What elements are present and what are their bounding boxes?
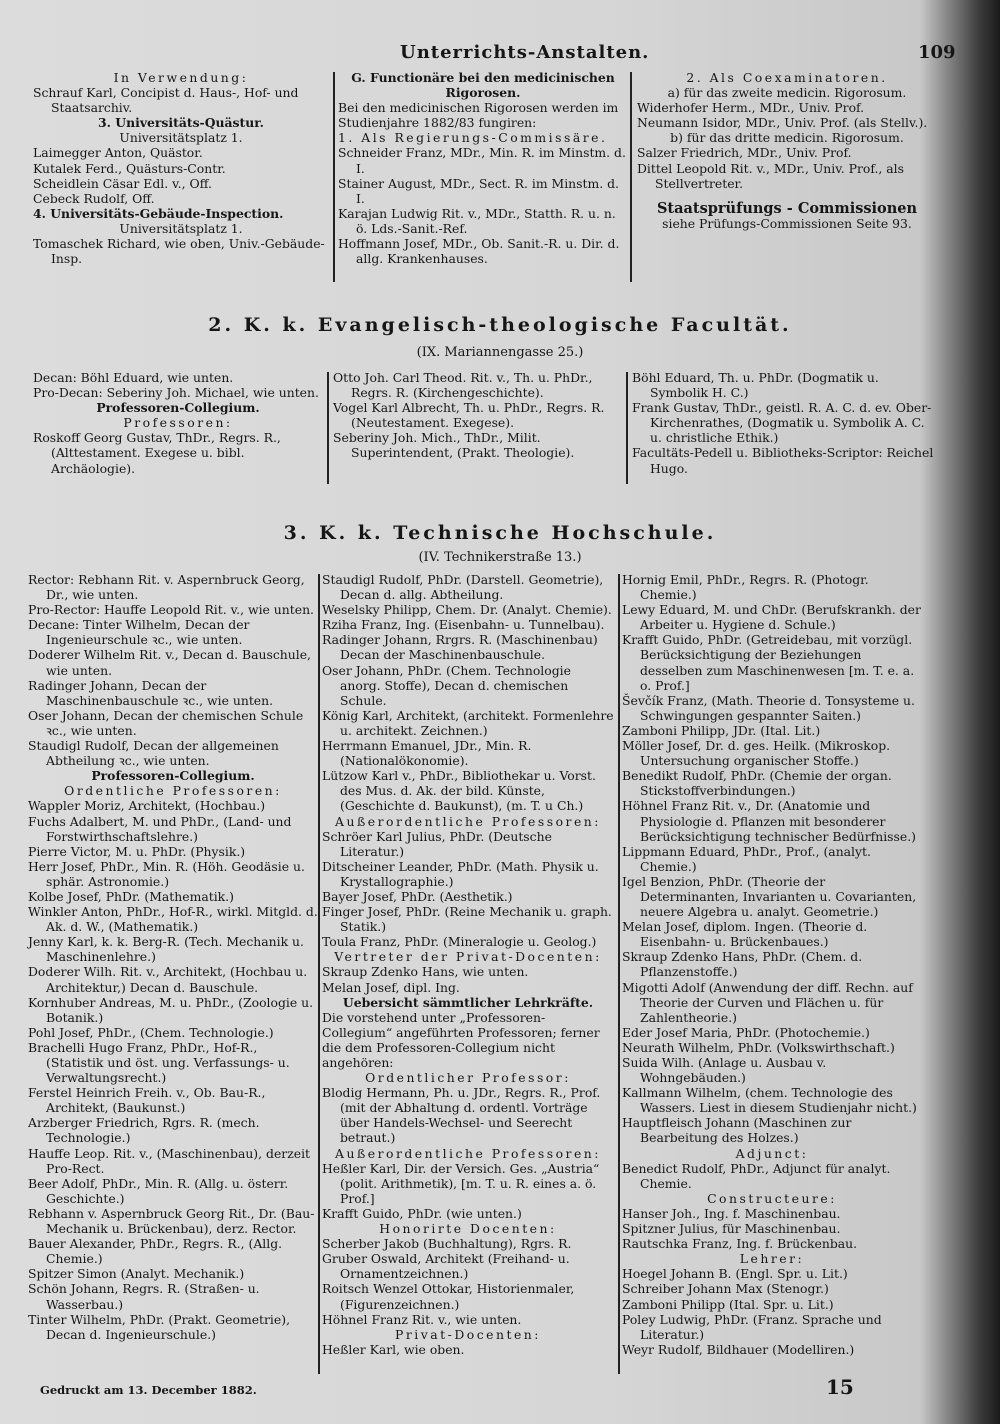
entry-line: Fuchs Adalbert, M. und PhDr., (Land- und Forstwirthschaftslehre.)	[28, 813, 292, 844]
section-heading: Professoren-Collegium.	[96, 400, 260, 416]
entry-line: Pro-Decan: Seberiny Joh. Michael, wie unten.	[33, 385, 319, 401]
column-rule	[630, 72, 632, 282]
entry-line: Scherber Jakob (Buchhaltung), Rgrs. R.	[322, 1236, 572, 1252]
signature-mark: 15	[826, 1375, 854, 1399]
entry-line: Ditscheiner Leander, PhDr. (Math. Physik u. Krystallographie.)	[322, 858, 599, 889]
entry-line: Weyr Rudolf, Bildhauer (Modelliren.)	[622, 1341, 855, 1357]
entry-line: Vogel Karl Albrecht, Th. u. PhDr., Regrs. R. (Neutestament. Exegese).	[333, 400, 605, 431]
entry-line: 2. Als Coexaminatoren.	[686, 70, 888, 85]
entry-line: Rebhann v. Aspernbruck Georg Rit., Dr. (Bau-Mechanik u. Brückenbau), derz. Rector.	[28, 1205, 315, 1237]
section-heading: 4. Universitäts-Gebäude-Inspection.	[33, 205, 284, 221]
entry-line: Doderer Wilhelm Rit. v., Decan d. Bauschule, wie unten.	[28, 647, 311, 678]
section-3-address: (IV. Technikerstraße 13.)	[418, 550, 582, 565]
entry-line: Blodig Hermann, Ph. u. JDr., Regrs. R., Prof. (mit der Abhaltung d. ordentl. Vorträge über Handels-Wechsel- und Seerecht betraut.)	[322, 1085, 601, 1146]
entry-line: Benedikt Rudolf, PhDr. (Chemie der organ. Stickstoffverbindungen.)	[622, 768, 892, 799]
entry-line: Höhnel Franz Rit. v., Dr. (Anatomie und Physiologie d. Pflanzen mit besonderer Berücksichtigung technischer Bedürfnisse.)	[622, 798, 917, 844]
entry-line: Schrauf Karl, Concipist d. Haus-, Hof- und Staatsarchiv.	[33, 85, 299, 116]
entry-line: Dittel Leopold Rit. v., MDr., Univ. Prof., als Stellvertreter.	[637, 160, 905, 191]
section-heading: Professoren-Collegium.	[91, 768, 255, 784]
entry-line: Widerhofer Herm., MDr., Univ. Prof.	[637, 100, 865, 116]
entry-line: Heßler Karl, wie oben.	[322, 1341, 465, 1357]
entry-line: Staudigl Rudolf, PhDr. (Darstell. Geometrie), Decan d. allg. Abtheilung.	[322, 572, 604, 603]
entry-line: Schneider Franz, MDr., Min. R. im Minstm. d. I.	[338, 145, 626, 176]
entry-line: Zamboni Philipp (Ital. Spr. u. Lit.)	[622, 1296, 834, 1312]
entry-line: Tinter Wilhelm, PhDr. (Prakt. Geometrie), Decan d. Ingenieurschule.)	[28, 1311, 291, 1342]
entry-line: Laimegger Anton, Quästor.	[33, 145, 203, 161]
entry-line: Radinger Johann, Rrgrs. R. (Maschinenbau) Decan der Maschinenbauschule.	[322, 632, 598, 663]
entry-line: Schön Johann, Regrs. R. (Straßen- u. Wasserbau.)	[28, 1281, 260, 1312]
entry-line: Karajan Ludwig Rit. v., MDr., Statth. R. u. n. ö. Lds.-Sanit.-Ref.	[338, 205, 616, 236]
running-header	[20, 42, 980, 72]
entry-line: Ferstel Heinrich Freih. v., Ob. Bau-R., Architekt, (Baukunst.)	[28, 1085, 266, 1116]
entry-line: Bayer Josef, PhDr. (Aesthetik.)	[322, 888, 513, 904]
entry-line: Lehrer:	[739, 1251, 805, 1267]
entry-line: Igel Benzion, PhDr. (Theorie der Determinanten, Invarianten u. Covarianten, neuere Algebra u. analyt. Geometrie.)	[622, 873, 917, 920]
top-column-3	[637, 70, 937, 231]
entry-line: Universitätsplatz 1.	[119, 130, 243, 146]
entry-line: Pierre Victor, M. u. PhDr. (Physik.)	[28, 843, 246, 859]
entry-line: Kutalek Ferd., Quästurs-Contr.	[33, 160, 226, 176]
entry-line: Zamboni Philipp, JDr. (Ital. Lit.)	[622, 722, 821, 738]
section-3-column-2	[322, 572, 614, 1357]
column-rule	[618, 574, 620, 1374]
section-3-column-1	[28, 572, 318, 1342]
column-rule	[333, 72, 335, 282]
entry-line: In Verwendung:	[113, 70, 249, 85]
entry-line: Skraup Zdenko Hans, PhDr. (Chem. d. Pflanzenstoffe.)	[622, 949, 863, 980]
column-rule	[318, 574, 320, 1374]
section-heading: Staatsprüfungs - Commissionen	[656, 199, 918, 217]
entry-line: Rziha Franz, Ing. (Eisenbahn- u. Tunnelbau).	[322, 617, 605, 633]
section-heading: G. Functionäre bei den medicinischen Rigorosen.	[351, 70, 615, 101]
entry-line: Hoffmann Josef, MDr., Ob. Sanit.-R. u. Dir. d. allg. Krankenhauses.	[338, 236, 620, 267]
entry-line: König Karl, Architekt, (architekt. Formenlehre u. architekt. Zeichnen.)	[322, 707, 614, 738]
entry-line: Rector: Rebhann Rit. v. Aspernbruck Georg, Dr., wie unten.	[28, 572, 305, 603]
entry-line: Krafft Guido, PhDr. (Getreidebau, mit vorzügl. Berücksichtigung der Beziehungen desselben zum Maschinenwesen [m. T. e. a. o. Prof.]	[622, 632, 915, 693]
entry-line: Ordentlicher Professor:	[365, 1070, 571, 1086]
entry-line: Schreiber Johann Max (Stenogr.)	[622, 1281, 829, 1297]
entry-line: Lippmann Eduard, PhDr., Prof., (analyt. Chemie.)	[622, 843, 871, 874]
entry-line: Suida Wilh. (Anlage u. Ausbau v. Wohngebäuden.)	[622, 1055, 827, 1086]
entry-line: Decan: Böhl Eduard, wie unten.	[33, 370, 234, 385]
section-heading: 3. Universitäts-Quästur.	[98, 115, 264, 131]
entry-line: Salzer Friedrich, MDr., Univ. Prof.	[637, 145, 852, 161]
entry-line: Bauer Alexander, PhDr., Regrs. R., (Allg. Chemie.)	[28, 1236, 283, 1267]
entry-line: Roitsch Wenzel Ottokar, Historienmaler, (Figurenzeichnen.)	[322, 1281, 575, 1312]
entry-line: b) für das dritte medicin. Rigorosum.	[670, 130, 904, 146]
entry-line: siehe Prüfungs-Commissionen Seite 93.	[662, 215, 912, 231]
entry-line: Hauptfleisch Johann (Maschinen zur Bearbeitung des Holzes.)	[622, 1115, 852, 1146]
entry-line: Krafft Guido, PhDr. (wie unten.)	[322, 1205, 522, 1221]
entry-line: Winkler Anton, PhDr., Hof-R., wirkl. Mitgld. d. Ak. d. W., (Mathematik.)	[28, 904, 318, 935]
entry-line: Skraup Zdenko Hans, wie unten.	[322, 964, 529, 980]
top-column-2	[338, 70, 628, 266]
entry-line: Bei den medicinischen Rigorosen werden im Studienjahre 1882/83 fungiren:	[338, 100, 619, 131]
entry-line: Wappler Moriz, Architekt, (Hochbau.)	[28, 798, 266, 814]
entry-line: a) für das zweite medicin. Rigorosum.	[667, 85, 907, 101]
entry-line: Stainer August, MDr., Sect. R. im Minstm. d. I.	[338, 175, 619, 206]
entry-line: Hanser Joh., Ing. f. Maschinenbau.	[622, 1205, 841, 1221]
entry-line: Facultäts-Pedell u. Bibliotheks-Scriptor: Reichel Hugo.	[632, 445, 934, 476]
entry-line: 1. Als Regierungs-Commissäre.	[338, 130, 608, 146]
section-heading: Uebersicht sämmtlicher Lehrkräfte.	[342, 994, 594, 1010]
entry-line: Radinger Johann, Decan der Maschinenbauschule ꝛc., wie unten.	[28, 677, 274, 708]
entry-line: Arzberger Friedrich, Rgrs. R. (mech. Technologie.)	[28, 1115, 260, 1146]
entry-line: Professoren:	[123, 415, 233, 431]
entry-line: Ševčík Franz, (Math. Theorie d. Tonsysteme u. Schwingungen gespannter Saiten.)	[622, 692, 915, 723]
entry-line: Hauffe Leop. Rit. v., (Maschinenbau), derzeit Pro-Rect.	[28, 1145, 311, 1176]
entry-line: Universitätsplatz 1.	[119, 220, 243, 236]
entry-line: Vertreter der Privat-Docenten:	[334, 949, 602, 965]
section-2-column-1	[33, 370, 323, 476]
entry-line: Seberiny Joh. Mich., ThDr., Milit. Superintendent, (Prakt. Theologie).	[333, 430, 575, 461]
entry-line: Poley Ludwig, PhDr. (Franz. Sprache und Literatur.)	[622, 1311, 882, 1342]
entry-line: Hoegel Johann B. (Engl. Spr. u. Lit.)	[622, 1266, 848, 1282]
entry-line: Herr Josef, PhDr., Min. R. (Höh. Geodäsie u. sphär. Astronomie.)	[28, 858, 305, 889]
entry-line: Frank Gustav, ThDr., geistl. R. A. C. d. ev. Ober-Kirchenrathes, (Dogmatik u. Symbolik A. C. u. christliche Ethik.)	[632, 400, 932, 446]
entry-line: Beer Adolf, PhDr., Min. R. (Allg. u. österr. Geschichte.)	[28, 1175, 289, 1206]
entry-line: Weselsky Philipp, Chem. Dr. (Analyt. Chemie).	[322, 602, 612, 618]
entry-line: Finger Josef, PhDr. (Reine Mechanik u. graph. Statik.)	[322, 904, 612, 935]
section-3-title: 3. K. k. Technische Hochschule.	[283, 522, 717, 544]
column-rule	[327, 372, 329, 484]
entry-line: Gruber Oswald, Architekt (Freihand- u. Ornamentzeichnen.)	[322, 1251, 570, 1282]
entry-line: Möller Josef, Dr. d. ges. Heilk. (Mikroskop. Untersuchung organischer Stoffe.)	[622, 738, 891, 769]
entry-line: Toula Franz, PhDr. (Mineralogie u. Geolog.)	[322, 934, 597, 950]
entry-line: Rautschka Franz, Ing. f. Brückenbau.	[622, 1236, 858, 1252]
entry-line: Ordentliche Professoren:	[64, 783, 282, 799]
entry-line: Höhnel Franz Rit. v., wie unten.	[322, 1311, 522, 1327]
entry-line: Neurath Wilhelm, PhDr. (Volkswirthschaft.)	[622, 1039, 895, 1055]
entry-line: Außerordentliche Professoren:	[335, 813, 601, 829]
entry-line: Decane: Tinter Wilhelm, Decan der Ingenieurschule ꝛc., wie unten.	[28, 617, 250, 648]
entry-line: Privat-Docenten:	[395, 1326, 541, 1342]
entry-line: Lewy Eduard, M. und ChDr. (Berufskrankh. der Arbeiter u. Hygiene d. Schule.)	[622, 602, 921, 633]
entry-line: Otto Joh. Carl Theod. Rit. v., Th. u. PhDr., Regrs. R. (Kirchengeschichte).	[333, 370, 593, 401]
entry-line: Brachelli Hugo Franz, PhDr., Hof-R., (Statistik und öst. ung. Verfassungs- u. Verwaltungsrecht.)	[28, 1039, 290, 1086]
entry-line: Lützow Karl v., PhDr., Bibliothekar u. Vorst. des Mus. d. Ak. der bild. Künste, (Geschichte d. Baukunst), (m. T. u Ch.)	[322, 768, 596, 814]
entry-line: Neumann Isidor, MDr., Univ. Prof. (als Stellv.).	[637, 115, 928, 131]
entry-line: Böhl Eduard, Th. u. PhDr. (Dogmatik u. Symbolik H. C.)	[632, 370, 879, 401]
entry-line: Melan Josef, dipl. Ing.	[322, 979, 460, 995]
entry-line: Oser Johann, Decan der chemischen Schule ꝛc., wie unten.	[28, 707, 304, 738]
entry-line: Kornhuber Andreas, M. u. PhDr., (Zoologie u. Botanik.)	[28, 994, 314, 1025]
entry-line: Hornig Emil, PhDr., Regrs. R. (Photogr. Chemie.)	[622, 572, 869, 603]
section-2-column-3	[632, 370, 937, 476]
entry-line: Tomaschek Richard, wie oben, Univ.-Gebäude-Insp.	[33, 236, 325, 267]
entry-line: Kallmann Wilhelm, (chem. Technologie des Wassers. Liest in diesem Studienjahr nicht.)	[622, 1085, 917, 1116]
entry-line: Pro-Rector: Hauffe Leopold Rit. v., wie unten.	[28, 602, 314, 618]
entry-line: Migotti Adolf (Anwendung der diff. Rechn. auf Theorie der Curven und Flächen u. für Zahlentheorie.)	[622, 979, 913, 1025]
entry-line: Adjunct:	[735, 1145, 809, 1161]
entry-line: Jenny Karl, k. k. Berg-R. (Tech. Mechanik u. Maschinenlehre.)	[28, 934, 304, 965]
entry-line: Oser Johann, PhDr. (Chem. Technologie anorg. Stoffe), Decan d. chemischen Schule.	[322, 662, 571, 708]
running-title: Unterrichts-Anstalten.	[400, 42, 650, 63]
entry-line: Benedict Rudolf, PhDr., Adjunct für analyt. Chemie.	[622, 1160, 891, 1191]
entry-line: Honorirte Docenten:	[379, 1221, 557, 1237]
column-rule	[626, 372, 628, 484]
entry-line: Staudigl Rudolf, Decan der allgemeinen Abtheilung ꝛc., wie unten.	[28, 738, 279, 769]
entry-line: Melan Josef, diplom. Ingen. (Theorie d. Eisenbahn- u. Brückenbaues.)	[622, 919, 868, 950]
entry-line: Schröer Karl Julius, PhDr. (Deutsche Literatur.)	[322, 828, 552, 859]
entry-line: Außerordentliche Professoren:	[335, 1145, 601, 1161]
entry-line: Die vorstehend unter „Professoren-Collegium“ angeführten Professoren; ferner die dem Professoren-Collegium nicht angehören:	[322, 1009, 600, 1070]
section-2-column-2	[333, 370, 623, 461]
entry-line: Roskoff Georg Gustav, ThDr., Regrs. R., (Alttestament. Exegese u. bibl. Archäologie).	[33, 430, 281, 476]
entry-line: Scheidlein Cäsar Edl. v., Off.	[33, 175, 212, 191]
entry-line: Constructeure:	[707, 1190, 837, 1206]
entry-line: Doderer Wilh. Rit. v., Architekt, (Hochbau u. Architektur,) Decan d. Bauschule.	[28, 964, 308, 995]
entry-line: Cebeck Rudolf, Off.	[33, 190, 155, 206]
top-column-1	[33, 70, 329, 266]
entry-line: Kolbe Josef, PhDr. (Mathematik.)	[28, 888, 234, 904]
entry-line: Pohl Josef, PhDr., (Chem. Technologie.)	[28, 1024, 274, 1040]
entry-line: Heßler Karl, Dir. der Versich. Ges. „Austria“ (polit. Arithmetik), [m. T. u. R. eines a. ö. Prof.]	[322, 1160, 600, 1206]
section-2-address: (IX. Mariannengasse 25.)	[416, 345, 584, 360]
print-date: Gedruckt am 13. December 1882.	[40, 1383, 257, 1397]
entry-line: Eder Josef Maria, PhDr. (Photochemie.)	[622, 1024, 870, 1040]
entry-line: Spitzner Julius, für Maschinenbau.	[622, 1221, 841, 1237]
entry-line: Spitzer Simon (Analyt. Mechanik.)	[28, 1266, 245, 1282]
page-number: 109	[918, 42, 956, 63]
section-2-title: 2. K. k. Evangelisch-theologische Facultät.	[208, 314, 792, 336]
section-3-column-3	[622, 572, 922, 1357]
entry-line: Herrmann Emanuel, JDr., Min. R. (Nationalökonomie).	[322, 738, 532, 769]
